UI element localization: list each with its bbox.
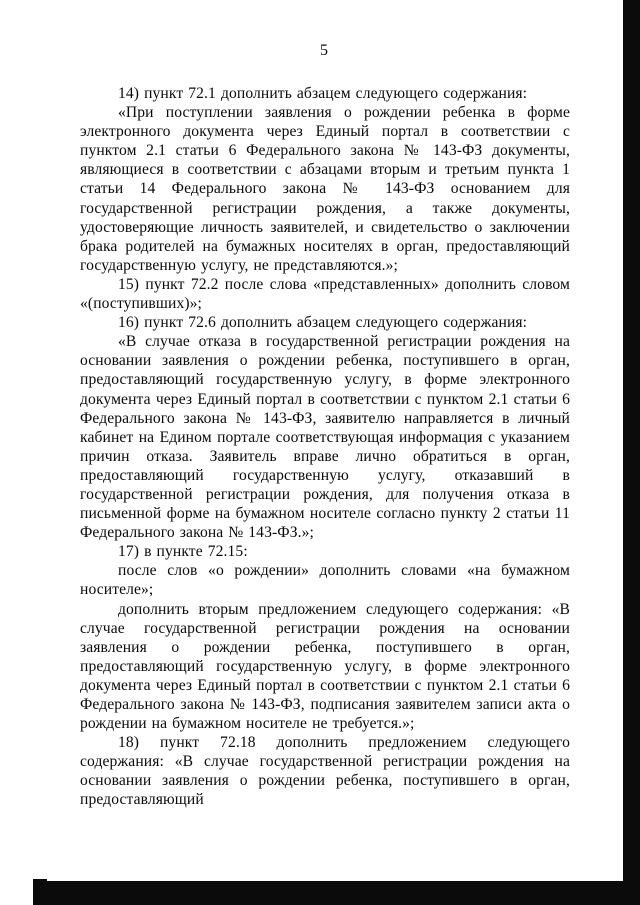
paragraph: 14) пункт 72.1 дополнить абзацем следующего содержания: [118, 85, 528, 102]
paragraph: «При поступлении заявления о рождении ребенка в форме электронного документа через Единый портал в соответствии с пунктом 2.1 статьи 6 Федерального закона № 143-ФЗ документы, являющиеся в соответствии с абзацами вторым и третьим пункта 1 статьи 14 Федерального закона № 143-ФЗ основанием для государственной регистрации рождения, а также документы, удостоверяющие личность заявителей, и свидетельство о заключении брака родителей на бумажных носителях в орган, предоставляющий государственную услугу, не представляются.»; [80, 104, 570, 274]
paragraph: после слов «о рождении» дополнить словами «на бумажном носителе»; [80, 562, 570, 599]
scan-edge-bottom-notch [33, 879, 47, 883]
paragraph: 17) в пункте 72.15: [118, 543, 248, 561]
page-number: 5 [320, 42, 328, 59]
paragraph: «В случае отказа в государственной регистрации рождения на основании заявления о рождении ребенка, поступившего в орган, предоставляющий государственную услугу, в форме электронного документа через Единый портал в соответствии с пунктом 2.1 статьи 6 Федерального закона № 143-ФЗ, заявителю направляется в личный кабинет на Едином портале соответствующая информация с указанием причин отказа. Заявитель вправе лично обратиться в орган, предоставляющий государственную услугу, отказавший в государственной регистрации рождения, для получения отказа в письменной форме на бумажном носителе согласно пункту 2 статьи 11 Федерального закона № 143-ФЗ.»; [80, 333, 570, 542]
paragraph: 16) пункт 72.6 дополнить абзацем следующего содержания: [118, 314, 528, 332]
scan-edge-right [623, 0, 640, 885]
paragraph: 18) пункт 72.18 дополнить предложением следующего содержания: «В случае государственной регистрации рождения на основании заявления о рождении ребенка, поступившего в орган, предоставляющий [80, 734, 570, 809]
paragraph: 15) пункт 72.2 после слова «представленных» дополнить словом «(поступивших)»; [80, 275, 570, 313]
paragraph: дополнить вторым предложением следующего содержания: «В случае государственной регистрации рождения на основании заявления о рождении ребенка, поступившего в орган, предоставляющий государственную услугу, в форме электронного документа через Единый портал в соответствии с пунктом 2.1 статьи 6 Федерального закона № 143-ФЗ, подписания заявителем записи акта о рождении на бумажном носителе не требуется.»; [80, 600, 570, 733]
scan-edge-bottom [33, 881, 640, 905]
document-body [80, 84, 570, 810]
